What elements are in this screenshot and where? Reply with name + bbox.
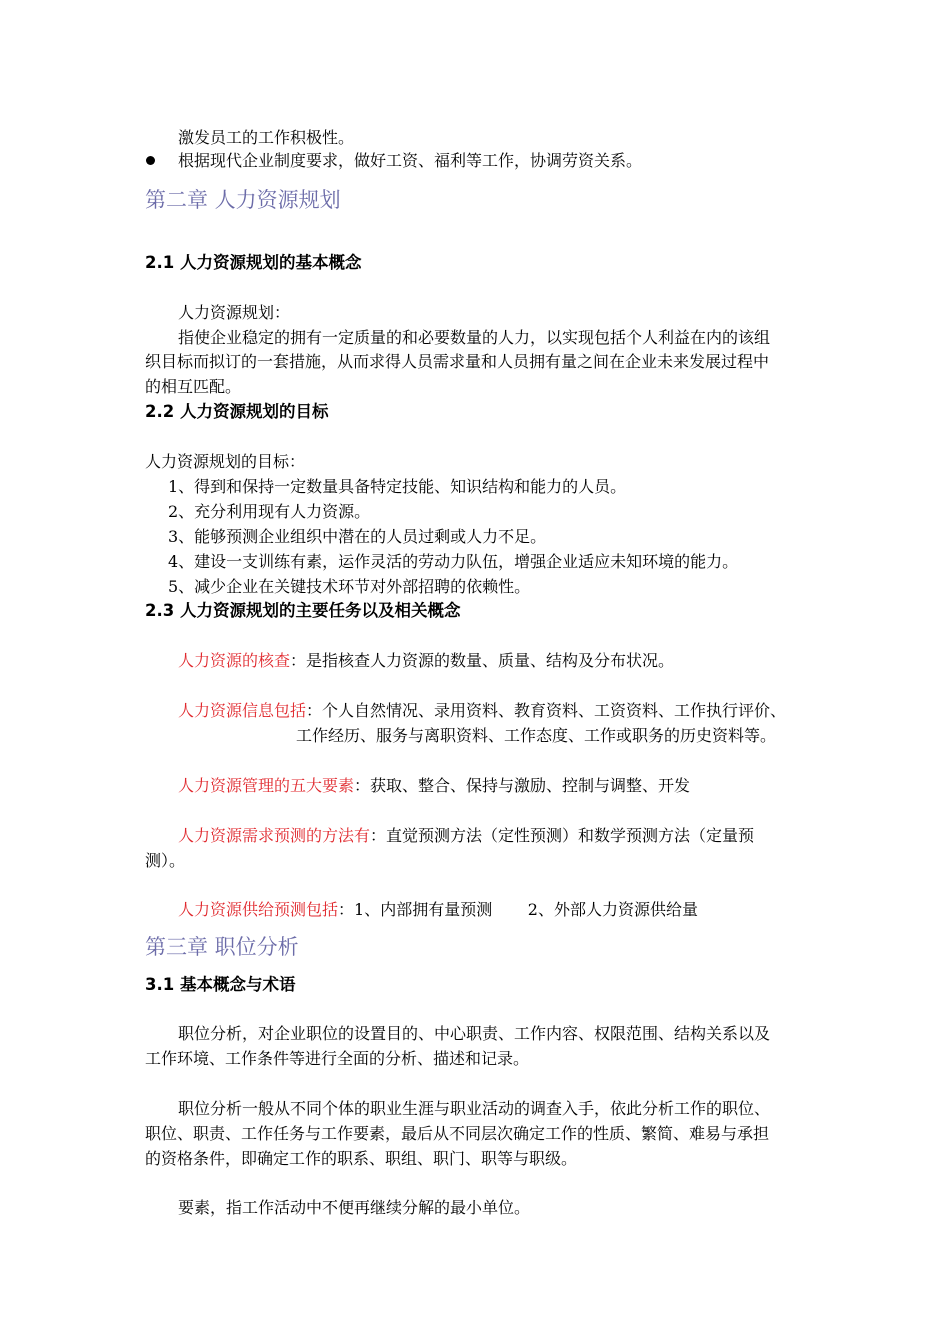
hr-info-text-1: ：个人自然情况、录用资料、教育资料、工资资料、工作执行评价、 [306, 701, 787, 720]
goal-item: 5、减少企业在关键技术环节对外部招聘的依赖性。 [168, 577, 531, 596]
hr-supply-label: 人力资源供给预测包括 [178, 900, 339, 919]
job-analysis-p1-line-2: 工作环境、工作条件等进行全面的分析、描述和记录。 [145, 1049, 530, 1068]
hr-info-label: 人力资源信息包括 [178, 701, 307, 720]
hr-audit-text: ：是指核查人力资源的数量、质量、结构及分布状况。 [290, 651, 675, 670]
section-2-2-heading: 2.2 人力资源规划的目标 [145, 402, 329, 421]
hr-info-text-2: 工作经历、服务与离职资料、工作态度、工作或职务的历史资料等。 [296, 726, 777, 745]
section-2-3-heading: 2.3 人力资源规划的主要任务以及相关概念 [145, 601, 461, 620]
hr-supply-paragraph [178, 899, 698, 921]
goal-item: 2、充分利用现有人力资源。 [168, 502, 371, 521]
job-analysis-p2-line-2: 职位、职责、工作任务与工作要素，最后从不同层次确定工作的性质、繁简、难易与承担 [145, 1124, 770, 1143]
continued-text: 激发员工的工作积极性。 [178, 128, 355, 147]
hr-supply-text: ：1、内部拥有量预测 2、外部人力资源供给量 [338, 900, 698, 919]
hr-elements-label: 人力资源管理的五大要素 [178, 776, 355, 795]
bullet-dot-icon [146, 156, 155, 165]
goals-intro: 人力资源规划的目标： [145, 452, 306, 471]
section-2-1-heading: 2.1 人力资源规划的基本概念 [145, 253, 362, 272]
job-analysis-p1-line-1: 职位分析，对企业职位的设置目的、中心职责、工作内容、权限范围、结构关系以及 [178, 1024, 771, 1043]
chapter-3-title: 第三章 职位分析 [145, 935, 299, 959]
hr-audit-paragraph [178, 650, 674, 672]
hr-demand-label: 人力资源需求预测的方法有 [178, 826, 371, 845]
hr-demand-text-2: 测）。 [145, 851, 186, 870]
term-label: 人力资源规划： [178, 303, 291, 322]
goal-item: 3、能够预测企业组织中潜在的人员过剩或人力不足。 [168, 527, 547, 546]
hr-elements-text: ：获取、整合、保持与激励、控制与调整、开发 [354, 776, 691, 795]
definition-line-2: 织目标而拟订的一套措施，从而求得人员需求量和人员拥有量之间在企业未来发展过程中 [145, 352, 770, 371]
job-analysis-p2-line-3: 的资格条件，即确定工作的职系、职组、职门、职等与职级。 [145, 1149, 578, 1168]
goal-item: 1、得到和保持一定数量具备特定技能、知识结构和能力的人员。 [168, 477, 627, 496]
goal-item: 4、建设一支训练有素，运作灵活的劳动力队伍，增强企业适应未知环境的能力。 [168, 552, 739, 571]
bullet-text: 根据现代企业制度要求，做好工资、福利等工作，协调劳资关系。 [178, 151, 643, 170]
element-definition: 要素，指工作活动中不便再继续分解的最小单位。 [178, 1198, 531, 1217]
hr-elements-paragraph [178, 775, 690, 797]
definition-line-1: 指使企业稳定的拥有一定质量的和必要数量的人力，以实现包括个人利益在内的该组 [178, 328, 771, 347]
hr-audit-label: 人力资源的核查 [178, 651, 291, 670]
hr-demand-paragraph [178, 825, 754, 847]
section-3-1-heading: 3.1 基本概念与术语 [145, 975, 296, 994]
chapter-2-title: 第二章 人力资源规划 [145, 188, 341, 212]
job-analysis-p2-line-1: 职位分析一般从不同个体的职业生涯与职业活动的调查入手，依此分析工作的职位、 [178, 1099, 771, 1118]
definition-line-3: 的相互匹配。 [145, 377, 242, 396]
hr-demand-text-1: ：直觉预测方法（定性预测）和数学预测方法（定量预 [370, 826, 755, 845]
hr-info-paragraph [178, 700, 786, 722]
